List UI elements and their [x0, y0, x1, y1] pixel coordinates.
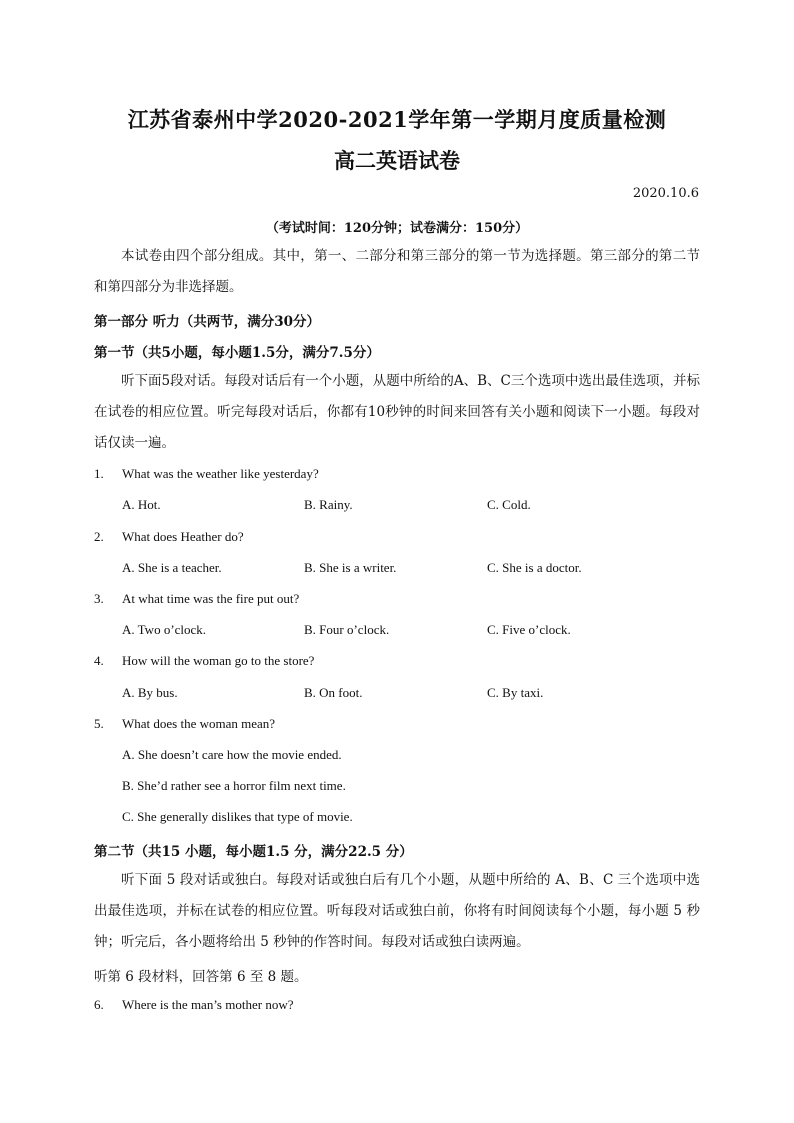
- option-a: A. By bus.: [122, 685, 178, 700]
- option-a: A. She doesn’t care how the movie ended.: [122, 747, 342, 762]
- option-c: C. Five o’clock.: [487, 622, 571, 637]
- question-3: [94, 591, 299, 607]
- option-b: B. Four o’clock.: [304, 622, 390, 637]
- exam-title: 江苏省泰州中学2020-2021学年第一学期月度质量检测: [127, 107, 667, 132]
- question-number: 3.: [94, 591, 104, 606]
- question-text: At what time was the fire put out?: [122, 591, 300, 606]
- option-b: B. On foot.: [304, 685, 363, 700]
- option-a: A. Two o’clock.: [122, 622, 207, 637]
- option-b: B. Rainy.: [304, 497, 353, 512]
- question-6: [94, 997, 293, 1013]
- question-text: Where is the man’s mother now?: [122, 997, 294, 1012]
- section2-heading: 第二节（共15 小题，每小题1.5 分，满分22.5 分）: [94, 844, 413, 860]
- exam-info: （考试时间：120分钟；试卷满分：150分）: [265, 221, 529, 236]
- option-b: B. She’d rather see a horror film next time.: [122, 778, 346, 793]
- section1-instructions: 听下面5段对话。每段对话后有一个小题，从题中所给的A、B、C三个选项中选出最佳选项，并标在试卷的相应位置。听完每段对话后，你都有10秒钟的时间来回答有关小题和阅读下一小题。每段对话仅读一遍。: [94, 373, 700, 451]
- section1-heading: 第一节（共5小题，每小题1.5分，满分7.5分）: [94, 345, 380, 361]
- question-1: [94, 466, 319, 482]
- option-c: C. She is a doctor.: [487, 560, 582, 575]
- material-note: 听第 6 段材料，回答第 6 至 8 题。: [94, 969, 308, 985]
- option-a: A. She is a teacher.: [122, 560, 222, 575]
- option-c: C. Cold.: [487, 497, 531, 512]
- exam-date: 2020.10.6: [632, 186, 699, 201]
- option-b: B. She is a writer.: [304, 560, 397, 575]
- exam-subtitle: 高二英语试卷: [334, 148, 460, 173]
- question-text: What does the woman mean?: [122, 716, 276, 731]
- question-number: 6.: [94, 997, 104, 1012]
- question-number: 5.: [94, 716, 104, 731]
- question-text: What was the weather like yesterday?: [122, 466, 319, 481]
- question-number: 4.: [94, 653, 104, 668]
- option-a: A. Hot.: [122, 497, 161, 512]
- section2-instructions: 听下面 5 段对话或独白。每段对话或独白后有几个小题，从题中所给的 A、B、C 三个选项中选出最佳选项，并标在试卷的相应位置。听每段对话或独白前，你将有时间阅读每个小题，每小题 5 秒钟；听完后，各小题将给出 5 秒钟的作答时间。每段对话或独白读两遍。: [94, 872, 700, 950]
- question-2: [94, 529, 244, 545]
- question-4: [94, 653, 314, 669]
- question-text: How will the woman go to the store?: [122, 653, 315, 668]
- intro-paragraph: 本试卷由四个部分组成。其中，第一、二部分和第三部分的第一节为选择题。第三部分的第二节和第四部分为非选择题。: [94, 248, 700, 295]
- question-5: [94, 716, 275, 732]
- question-text: What does Heather do?: [122, 529, 244, 544]
- part1-heading: 第一部分 听力（共两节，满分30分）: [94, 314, 320, 330]
- option-c: C. She generally dislikes that type of movie.: [122, 809, 353, 824]
- option-c: C. By taxi.: [487, 685, 544, 700]
- question-number: 1.: [94, 466, 104, 481]
- question-number: 2.: [94, 529, 104, 544]
